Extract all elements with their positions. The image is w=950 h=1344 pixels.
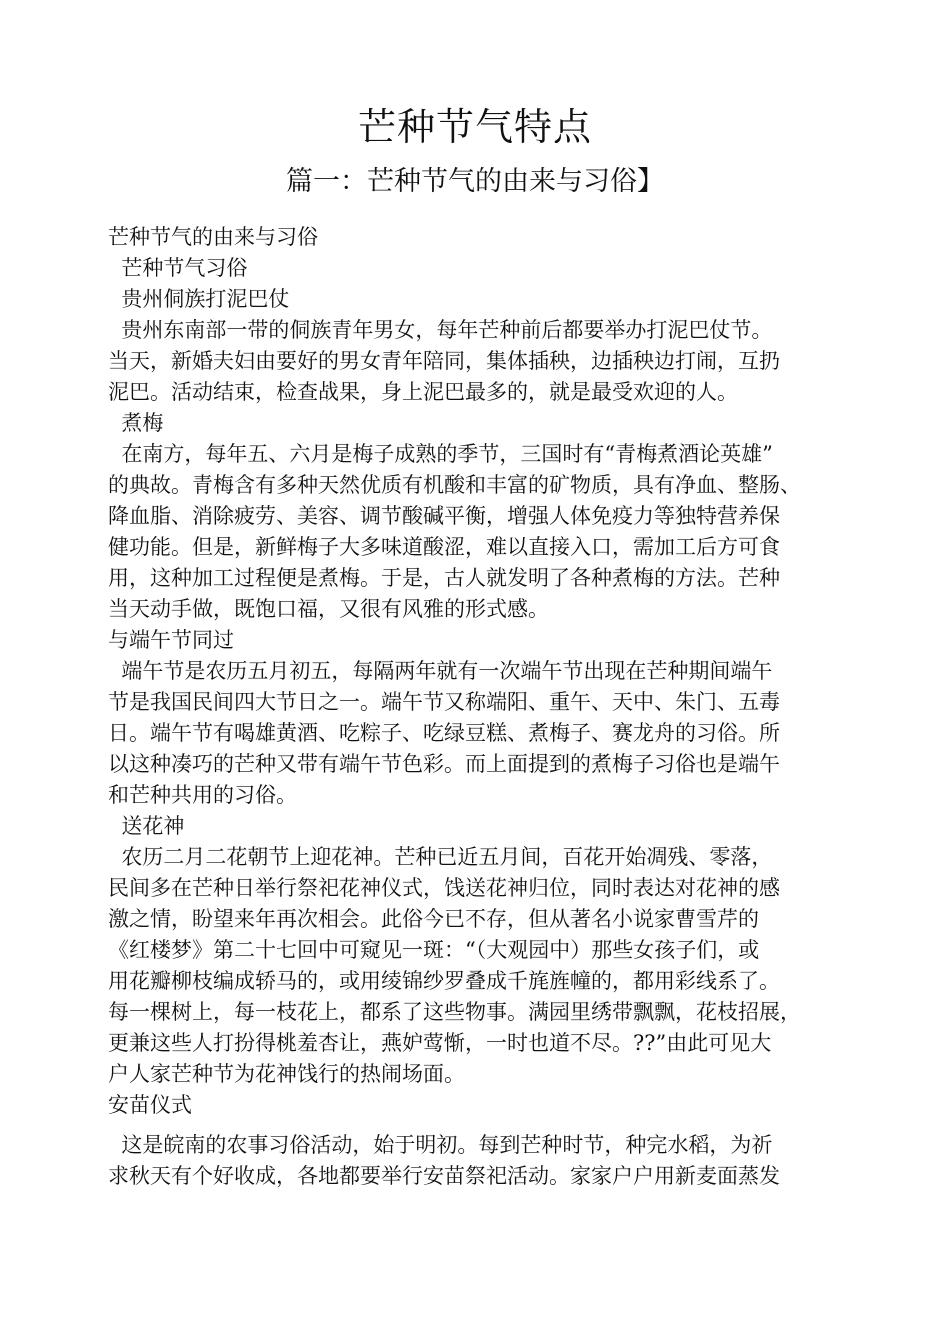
text-line: 这是皖南的农事习俗活动，始于明初。每到芒种时节，种完水稻，为祈 <box>108 1133 773 1157</box>
text-line: 端午节是农历五月初五，每隔两年就有一次端午节出现在芒种期间端午 <box>108 659 773 683</box>
text-line: 求秋天有个好收成，各地都要举行安苗祭祀活动。家家户户用新麦面蒸发 <box>108 1164 780 1188</box>
text-line: 更兼这些人打扮得桃羞杏让，燕妒莺惭，一时也道不尽。??”由此可见大 <box>108 1031 772 1055</box>
text-line: 贵州侗族打泥巴仗 <box>108 287 290 311</box>
document-subtitle: 篇一：芒种节气的由来与习俗】 <box>286 166 664 197</box>
text-line: 当天动手做，既饱口福，又很有风雅的形式感。 <box>108 597 549 621</box>
text-line: 以这种凑巧的芒种又带有端午节色彩。而上面提到的煮梅子习俗也是端午 <box>108 752 780 776</box>
text-line: 安苗仪式 <box>108 1093 192 1117</box>
text-line: 芒种节气的由来与习俗 <box>108 225 318 249</box>
text-line: 煮梅 <box>108 411 164 435</box>
text-line: 在南方，每年五、六月是梅子成熟的季节，三国时有“青梅煮酒论英雄” <box>108 442 773 466</box>
text-line: 节是我国民间四大节日之一。端午节又称端阳、重午、天中、朱门、五毒 <box>108 690 780 714</box>
text-line: 与端午节同过 <box>108 628 234 652</box>
text-line: 用，这种加工过程便是煮梅。于是，古人就发明了各种煮梅的方法。芒种 <box>108 566 780 590</box>
document-body <box>108 222 878 1192</box>
text-line: 《红楼梦》第二十七回中可窥见一斑：“（大观园中）那些女孩子们，或 <box>108 938 760 962</box>
text-line: 的典故。青梅含有多种天然优质有机酸和丰富的矿物质，具有净血、整肠、 <box>108 473 801 497</box>
text-line: 户人家芒种节为花神饯行的热闹场面。 <box>108 1062 465 1086</box>
document-title: 芒种节气特点 <box>357 105 592 149</box>
text-line: 日。端午节有喝雄黄酒、吃粽子、吃绿豆糕、煮梅子、赛龙舟的习俗。所 <box>108 721 780 745</box>
text-line: 每一棵树上，每一枝花上，都系了这些物事。满园里绣带飘飘，花枝招展， <box>108 1000 801 1024</box>
text-line: 泥巴。活动结束，检查战果，身上泥巴最多的，就是最受欢迎的人。 <box>108 380 738 404</box>
text-line: 降血脂、消除疲劳、美容、调节酸碱平衡，增强人体免疫力等独特营养保 <box>108 504 780 528</box>
text-line: 健功能。但是，新鲜梅子大多味道酸涩，难以直接入口，需加工后方可食 <box>108 535 780 559</box>
text-line: 激之情，盼望来年再次相会。此俗今已不存，但从著名小说家曹雪芹的 <box>108 907 759 931</box>
text-line: 用花瓣柳枝编成轿马的，或用绫锦纱罗叠成千旄旌幢的，都用彩线系了。 <box>108 969 780 993</box>
text-line: 贵州东南部一带的侗族青年男女，每年芒种前后都要举办打泥巴仗节。 <box>108 318 773 342</box>
text-line: 芒种节气习俗 <box>108 256 248 280</box>
text-line: 和芒种共用的习俗。 <box>108 783 297 807</box>
text-line: 送花神 <box>108 814 185 838</box>
text-line: 当天，新婚夫妇由要好的男女青年陪同，集体插秧，边插秧边打闹，互扔 <box>108 349 780 373</box>
text-line: 农历二月二花朝节上迎花神。芒种已近五月间，百花开始凋残、零落， <box>108 845 773 869</box>
text-line: 民间多在芒种日举行祭祀花神仪式，饯送花神归位，同时表达对花神的感 <box>108 876 780 900</box>
